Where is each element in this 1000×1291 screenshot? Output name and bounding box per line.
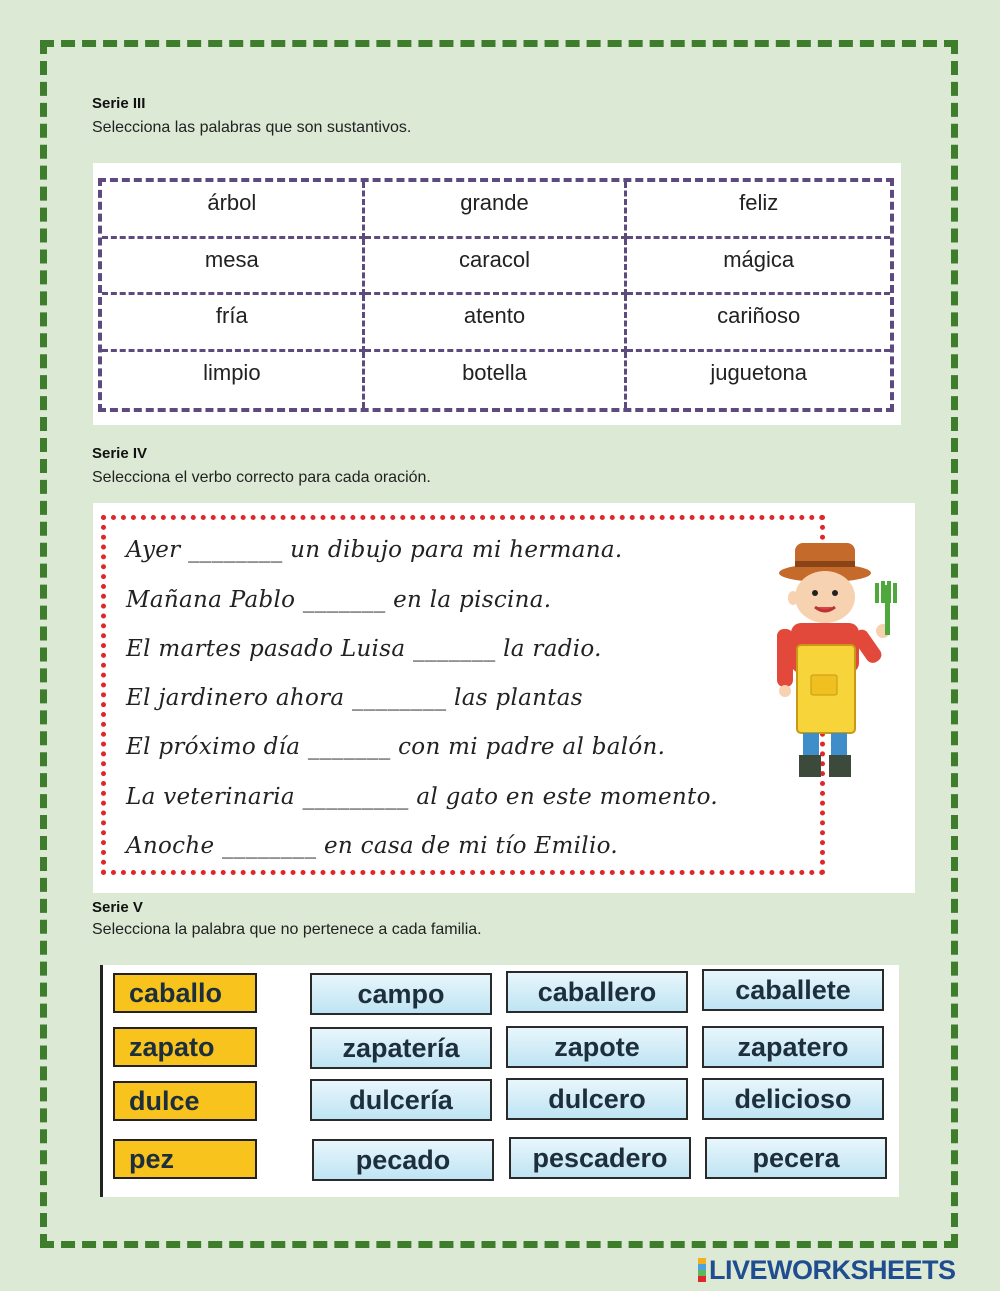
family-option[interactable]: pecado bbox=[312, 1139, 494, 1181]
word-cell[interactable]: atento bbox=[365, 295, 628, 352]
serie-3-instruction: Selecciona las palabras que son sustantivos. bbox=[92, 119, 412, 136]
family-option[interactable]: dulcería bbox=[310, 1079, 492, 1121]
family-option[interactable]: campo bbox=[310, 973, 492, 1015]
word-cell[interactable]: limpio bbox=[102, 352, 365, 409]
sentence-line[interactable]: El próximo día _______ con mi padre al balón. bbox=[126, 734, 666, 760]
sentence-line[interactable]: La veterinaria _________ al gato en este momento. bbox=[126, 784, 718, 810]
word-cell[interactable]: fría bbox=[102, 295, 365, 352]
serie-4-panel bbox=[93, 503, 915, 893]
sentence-line[interactable]: El jardinero ahora ________ las plantas bbox=[126, 685, 583, 711]
family-root-word: caballo bbox=[113, 973, 257, 1013]
family-option[interactable]: pescadero bbox=[509, 1137, 691, 1179]
word-cell[interactable]: mágica bbox=[627, 239, 890, 296]
family-root-word: dulce bbox=[113, 1081, 257, 1121]
serie-5-panel bbox=[100, 965, 899, 1197]
liveworksheets-logo bbox=[698, 1256, 956, 1284]
serie-3-panel bbox=[93, 163, 901, 425]
word-cell[interactable]: cariñoso bbox=[627, 295, 890, 352]
serie-5-heading: Serie V bbox=[92, 899, 143, 916]
logo-blocks-icon bbox=[698, 1258, 706, 1282]
family-option[interactable]: zapote bbox=[506, 1026, 688, 1068]
noun-word-grid bbox=[98, 178, 894, 412]
serie-4-heading: Serie IV bbox=[92, 445, 148, 462]
sentence-line[interactable]: Mañana Pablo _______ en la piscina. bbox=[126, 587, 552, 613]
gardener-illustration bbox=[773, 533, 913, 783]
word-cell[interactable]: botella bbox=[365, 352, 628, 409]
word-cell[interactable]: grande bbox=[365, 182, 628, 239]
serie-4-instruction: Selecciona el verbo correcto para cada oración. bbox=[92, 469, 431, 486]
serie-3-heading: Serie III bbox=[92, 95, 146, 112]
family-option[interactable]: zapatería bbox=[310, 1027, 492, 1069]
family-option[interactable]: delicioso bbox=[702, 1078, 884, 1120]
family-option[interactable]: caballete bbox=[702, 969, 884, 1011]
word-cell[interactable]: mesa bbox=[102, 239, 365, 296]
family-option[interactable]: zapatero bbox=[702, 1026, 884, 1068]
sentence-line[interactable]: Ayer ________ un dibujo para mi hermana. bbox=[126, 537, 623, 563]
sentence-line[interactable]: El martes pasado Luisa _______ la radio. bbox=[126, 636, 602, 662]
family-option[interactable]: dulcero bbox=[506, 1078, 688, 1120]
family-root-word: zapato bbox=[113, 1027, 257, 1067]
family-option[interactable]: pecera bbox=[705, 1137, 887, 1179]
sentence-line[interactable]: Anoche ________ en casa de mi tío Emilio. bbox=[126, 833, 618, 859]
word-cell[interactable]: juguetona bbox=[710, 359, 807, 385]
family-root-word: pez bbox=[113, 1139, 257, 1179]
word-cell[interactable]: feliz bbox=[627, 182, 890, 239]
serie-5-instruction: Selecciona la palabra que no pertenece a cada familia. bbox=[92, 921, 482, 938]
word-cell[interactable]: caracol bbox=[365, 239, 628, 296]
family-option[interactable]: caballero bbox=[506, 971, 688, 1013]
word-cell[interactable]: árbol bbox=[102, 182, 365, 239]
logo-text: LIVEWORKSHEETS bbox=[709, 1254, 956, 1285]
